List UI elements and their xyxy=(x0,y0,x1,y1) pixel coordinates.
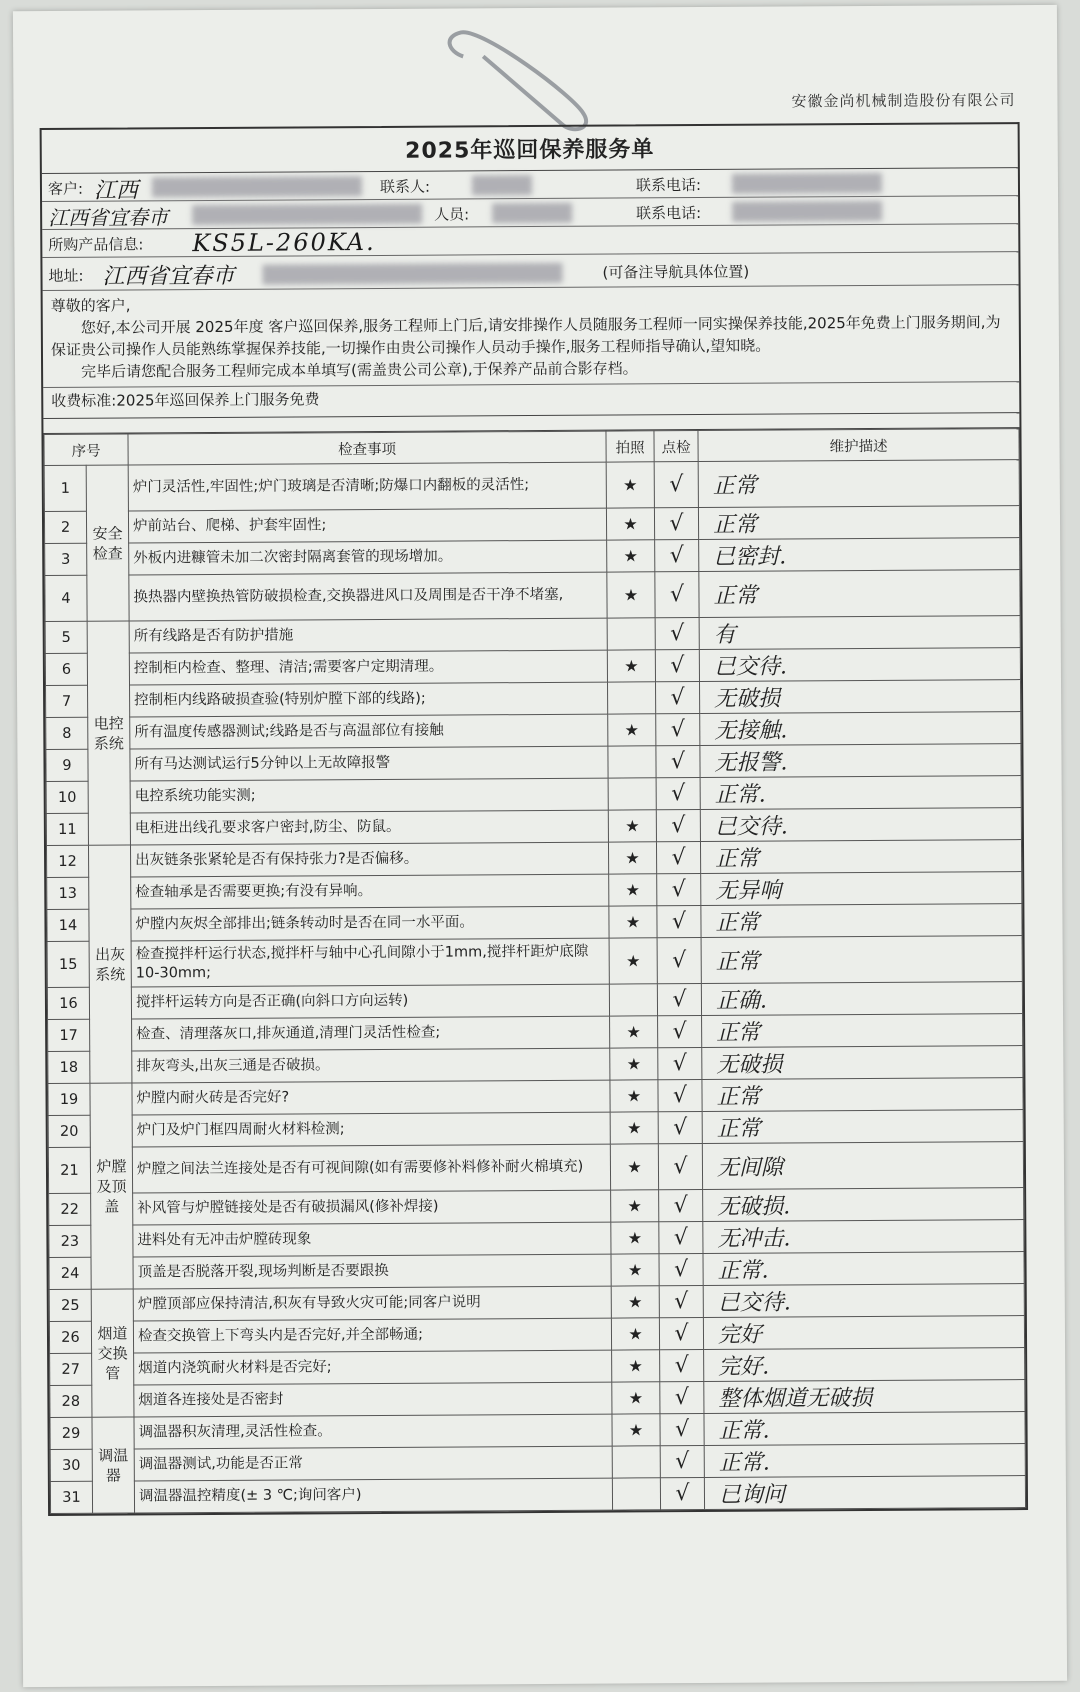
inspection-item: 顶盖是否脱落开裂,现场判断是否要跟换 xyxy=(133,1254,611,1289)
row-number: 4 xyxy=(45,575,87,621)
redacted-phone xyxy=(732,173,882,194)
maintenance-remark: 正常 xyxy=(698,506,1019,540)
customer-label: 客户: xyxy=(47,179,84,198)
check-mark: √ xyxy=(659,1254,703,1286)
photo-mark: ★ xyxy=(612,1382,660,1414)
inspection-item: 炉门灵活性,牢固性;炉门玻璃是否清晰;防爆口内翻板的灵活性; xyxy=(128,462,606,511)
redacted-staff xyxy=(492,203,572,223)
inspection-item: 炉膛内耐火砖是否完好? xyxy=(132,1080,610,1115)
check-mark: √ xyxy=(659,1318,703,1350)
check-mark: √ xyxy=(657,938,701,984)
row-number: 19 xyxy=(48,1083,90,1115)
inspection-item: 炉膛顶部应保持清洁,积灰有导致火灾可能;同客户说明 xyxy=(133,1286,611,1321)
maintenance-remark: 正常 xyxy=(699,570,1020,618)
contact-label: 联系人: xyxy=(379,177,431,196)
row-number: 22 xyxy=(49,1193,91,1225)
row-number: 27 xyxy=(50,1353,92,1385)
customer-value: 江西 xyxy=(93,178,139,204)
photo-mark: ★ xyxy=(608,842,656,874)
col-photo-header: 拍照 xyxy=(606,431,654,462)
check-mark: √ xyxy=(655,540,699,572)
notice-block xyxy=(43,285,1020,388)
inspection-item: 炉门及炉门框四周耐火材料检测; xyxy=(132,1112,610,1147)
inspection-item: 进料处有无冲击炉膛砖现象 xyxy=(133,1222,611,1257)
maintenance-remark: 已密封. xyxy=(699,538,1020,572)
maintenance-remark: 完好 xyxy=(703,1316,1024,1350)
check-mark: √ xyxy=(660,1350,704,1382)
row-number: 7 xyxy=(46,685,88,717)
table-body xyxy=(44,460,1025,1514)
maintenance-remark: 无接触. xyxy=(700,712,1021,746)
photo-mark: ★ xyxy=(610,1016,658,1048)
maintenance-remark: 有 xyxy=(699,616,1020,650)
inspection-item: 调温器积灰清理,灵活性检查。 xyxy=(134,1414,612,1449)
inspection-item: 电控系统功能实测; xyxy=(130,778,608,813)
photo-mark xyxy=(607,682,655,714)
table-row xyxy=(50,1476,1025,1514)
phone2-label: 联系电话: xyxy=(636,204,702,223)
maintenance-remark: 正常. xyxy=(704,1412,1025,1446)
row-number: 29 xyxy=(50,1417,92,1449)
check-mark: √ xyxy=(658,1048,702,1080)
row-number: 16 xyxy=(47,987,89,1019)
redacted-contact xyxy=(472,175,532,195)
row-number: 30 xyxy=(50,1449,92,1481)
redacted-phone2 xyxy=(732,201,882,222)
photo-mark: ★ xyxy=(610,1112,658,1144)
inspection-item: 烟道内浇筑耐火材料是否完好; xyxy=(134,1350,612,1385)
row-number: 21 xyxy=(48,1147,90,1193)
group-label: 出灰系统 xyxy=(88,845,131,1083)
inspection-item: 调温器温控精度(± 3 ℃;询问客户) xyxy=(134,1478,612,1513)
photo-mark: ★ xyxy=(609,874,657,906)
maintenance-remark: 无异响 xyxy=(701,872,1022,906)
address-row xyxy=(42,252,1018,291)
notice-greeting: 尊敬的客户, xyxy=(50,296,131,315)
row-number: 11 xyxy=(46,813,88,845)
row-number: 10 xyxy=(46,781,88,813)
photo-mark: ★ xyxy=(607,540,655,572)
inspection-item: 所有线路是否有防护措施 xyxy=(129,618,607,653)
check-mark: √ xyxy=(656,778,700,810)
row-number: 2 xyxy=(44,511,86,543)
product-value: KS5L-260KA. xyxy=(192,227,376,258)
check-mark: √ xyxy=(656,714,700,746)
company-name: 安徽金尚机械制造股份有限公司 xyxy=(791,91,1016,111)
maintenance-remark: 无破损 xyxy=(702,1046,1023,1080)
photo-mark: ★ xyxy=(610,1144,658,1190)
address-hint: (可备注导航具体位置) xyxy=(602,262,750,282)
photo-mark: ★ xyxy=(609,938,657,984)
inspection-item: 检查、清理落灰口,排灰通道,清理门灵活性检查; xyxy=(132,1016,610,1051)
check-mark: √ xyxy=(659,1190,703,1222)
inspection-item: 所有马达测试运行5分钟以上无故障报警 xyxy=(130,746,608,781)
row-number: 15 xyxy=(47,941,89,987)
inspection-item: 炉膛之间法兰连接处是否有可视间隙(如有需要修补料修补耐火棉填充) xyxy=(132,1144,610,1193)
inspection-item: 外板内进糠管未加二次密封隔离套管的现场增加。 xyxy=(129,540,607,575)
maintenance-remark: 正常. xyxy=(700,776,1021,810)
row-number: 17 xyxy=(48,1019,90,1051)
maintenance-remark: 正常. xyxy=(703,1252,1024,1286)
service-form-paper xyxy=(13,5,1067,1687)
inspection-item: 电柜进出线孔要求客户密封,防尘、防鼠。 xyxy=(130,810,608,845)
check-mark: √ xyxy=(654,508,698,540)
row-number: 25 xyxy=(49,1289,91,1321)
staff-label: 人员: xyxy=(434,205,470,224)
row-number: 28 xyxy=(50,1385,92,1417)
maintenance-remark: 无间隙 xyxy=(702,1142,1023,1190)
row-number: 20 xyxy=(48,1115,90,1147)
photo-mark: ★ xyxy=(611,1222,659,1254)
photo-mark: ★ xyxy=(606,508,654,540)
check-mark: √ xyxy=(655,650,699,682)
table-row xyxy=(44,460,1019,512)
notice-para2: 完毕后请您配合服务工程师完成本单填写(需盖贵公司公章),于保养产品前合影存档。 xyxy=(81,359,638,381)
row-number: 3 xyxy=(45,543,87,575)
table-row xyxy=(47,936,1022,988)
inspection-item: 所有温度传感器测试;线路是否与高温部位有接触 xyxy=(130,714,608,749)
col-item-header: 检查事项 xyxy=(128,431,606,465)
check-mark: √ xyxy=(657,874,701,906)
row-number: 9 xyxy=(46,749,88,781)
maintenance-remark: 无报警. xyxy=(700,744,1021,778)
maintenance-remark: 正常 xyxy=(700,840,1021,874)
inspection-item: 炉前站台、爬梯、护套牢固性; xyxy=(128,508,606,543)
check-mark: √ xyxy=(656,810,700,842)
row-number: 6 xyxy=(45,653,87,685)
maintenance-remark: 已交待. xyxy=(699,648,1020,682)
maintenance-remark: 已交待. xyxy=(700,808,1021,842)
row-number: 24 xyxy=(49,1257,91,1289)
maintenance-remark: 正常 xyxy=(701,936,1022,984)
photo-mark: ★ xyxy=(608,810,656,842)
address-value: 江西省宜春市 xyxy=(102,263,235,290)
customer2-value: 江西省宜春市 xyxy=(48,205,169,230)
form-frame xyxy=(40,122,1028,1516)
check-mark: √ xyxy=(655,618,699,650)
maintenance-remark: 正常 xyxy=(701,904,1022,938)
maintenance-remark: 正常 xyxy=(702,1078,1023,1112)
check-mark: √ xyxy=(660,1382,704,1414)
check-mark: √ xyxy=(656,746,700,778)
photo-mark: ★ xyxy=(610,1048,658,1080)
table-row xyxy=(45,570,1020,622)
maintenance-remark: 已询问 xyxy=(704,1476,1025,1510)
redacted-customer xyxy=(152,176,362,197)
maintenance-remark: 已交待. xyxy=(703,1284,1024,1318)
check-mark: √ xyxy=(655,682,699,714)
redacted-address xyxy=(262,263,562,285)
maintenance-remark: 无冲击. xyxy=(703,1220,1024,1254)
photo-mark: ★ xyxy=(609,906,657,938)
maintenance-remark: 正常 xyxy=(702,1014,1023,1048)
inspection-item: 补风管与炉膛链接处是否有破损漏风(修补焊接) xyxy=(133,1190,611,1225)
maintenance-remark: 正确. xyxy=(701,982,1022,1016)
redacted-customer2 xyxy=(192,204,422,225)
check-mark: √ xyxy=(660,1446,704,1478)
check-mark: √ xyxy=(656,842,700,874)
inspection-item: 排灰弯头,出灰三通是否破损。 xyxy=(132,1048,610,1083)
photo-mark: ★ xyxy=(611,1286,659,1318)
photo-mark xyxy=(608,746,656,778)
check-mark: √ xyxy=(658,1080,702,1112)
row-number: 31 xyxy=(50,1481,92,1513)
photo-mark: ★ xyxy=(611,1190,659,1222)
row-number: 26 xyxy=(49,1321,91,1353)
check-mark: √ xyxy=(659,1222,703,1254)
maintenance-remark: 正常 xyxy=(702,1110,1023,1144)
inspection-item: 搅拌杆运转方向是否正确(向斜口方向运转) xyxy=(131,984,609,1019)
photo-mark: ★ xyxy=(607,572,655,618)
inspection-item: 出灰链条张紧轮是否有保持张力?是否偏移。 xyxy=(130,842,608,877)
row-number: 23 xyxy=(49,1225,91,1257)
inspection-item: 调温器测试,功能是否正常 xyxy=(134,1446,612,1481)
inspection-item: 换热器内壁换热管防破损检查,交换器进风口及周围是否干净不堵塞, xyxy=(129,572,607,621)
photo-mark xyxy=(609,984,657,1016)
product-label: 所购产品信息: xyxy=(48,235,144,254)
photo-mark xyxy=(607,618,655,650)
photo-mark xyxy=(608,778,656,810)
maintenance-remark: 无破损 xyxy=(699,680,1020,714)
phone-label: 联系电话: xyxy=(635,176,702,195)
form-title: 2025年巡回保养服务单 xyxy=(42,124,1018,174)
check-mark: √ xyxy=(658,1112,702,1144)
photo-mark xyxy=(612,1478,660,1510)
check-mark: √ xyxy=(660,1478,704,1510)
photo-mark xyxy=(612,1446,660,1478)
photo-mark: ★ xyxy=(606,462,654,508)
group-label: 安全检查 xyxy=(86,465,129,621)
row-number: 8 xyxy=(46,717,88,749)
inspection-item: 控制柜内检查、整理、清洁;需要客户定期清理。 xyxy=(129,650,607,685)
check-mark: √ xyxy=(657,906,701,938)
row-number: 1 xyxy=(44,465,86,511)
address-label: 地址: xyxy=(48,266,84,285)
photo-mark: ★ xyxy=(610,1080,658,1112)
check-mark: √ xyxy=(657,984,701,1016)
check-mark: √ xyxy=(658,1016,702,1048)
photo-mark: ★ xyxy=(607,650,655,682)
check-mark: √ xyxy=(658,1144,702,1190)
group-label: 调温器 xyxy=(92,1417,135,1513)
inspection-table xyxy=(43,428,1026,1514)
inspection-item: 控制柜内线路破损查验(特别炉膛下部的线路); xyxy=(130,682,608,717)
photo-mark: ★ xyxy=(611,1318,659,1350)
photo-mark: ★ xyxy=(612,1350,660,1382)
group-label: 烟道交换管 xyxy=(91,1289,134,1417)
row-number: 14 xyxy=(47,909,89,941)
maintenance-remark: 正常 xyxy=(698,460,1019,508)
maintenance-remark: 无破损. xyxy=(703,1188,1024,1222)
check-mark: √ xyxy=(660,1414,704,1446)
inspection-item: 检查搅拌杆运行状态,搅拌杆与轴中心孔间隙小于1mm,搅拌杆距炉底隙10-30mm; xyxy=(131,938,609,987)
fee-standard: 收费标准:2025年巡回保养上门服务免费 xyxy=(43,382,1019,419)
notice-para1: 您好,本公司开展 2025年度 客户巡回保养,服务工程师上门后,请安排操作人员随服务工程师一同实操保养技能,2025年免费上门服务期间,为保证贵公司操作人员能熟练掌握保养技能,一切操作由贵公司操作人员动手操作,服务工程师指导确认,望知晓。 xyxy=(50,313,1001,359)
photo-mark: ★ xyxy=(608,714,656,746)
group-label: 炉膛及顶盖 xyxy=(90,1083,133,1289)
col-no-header: 序号 xyxy=(44,434,128,466)
col-remark-header: 维护描述 xyxy=(698,429,1019,462)
inspection-item: 烟道各连接处是否密封 xyxy=(134,1382,612,1417)
row-number: 13 xyxy=(47,877,89,909)
inspection-item: 炉膛内灰烬全部排出;链条转动时是否在同一水平面。 xyxy=(131,906,609,941)
paperclip-icon xyxy=(443,26,604,137)
photo-mark: ★ xyxy=(612,1414,660,1446)
check-mark: √ xyxy=(654,462,698,508)
maintenance-remark: 整体烟道无破损 xyxy=(704,1380,1025,1414)
maintenance-remark: 正常. xyxy=(704,1444,1025,1478)
check-mark: √ xyxy=(659,1286,703,1318)
check-mark: √ xyxy=(655,572,699,618)
row-number: 12 xyxy=(46,845,88,877)
table-row xyxy=(48,1142,1023,1194)
row-number: 5 xyxy=(45,621,87,653)
maintenance-remark: 完好. xyxy=(704,1348,1025,1382)
inspection-item: 检查交换管上下弯头内是否完好,并全部畅通; xyxy=(133,1318,611,1353)
row-number: 18 xyxy=(48,1051,90,1083)
col-check-header: 点检 xyxy=(654,431,698,462)
inspection-item: 检查轴承是否需要更换;有没有异响。 xyxy=(131,874,609,909)
group-label: 电控系统 xyxy=(87,621,130,845)
photo-mark: ★ xyxy=(611,1254,659,1286)
